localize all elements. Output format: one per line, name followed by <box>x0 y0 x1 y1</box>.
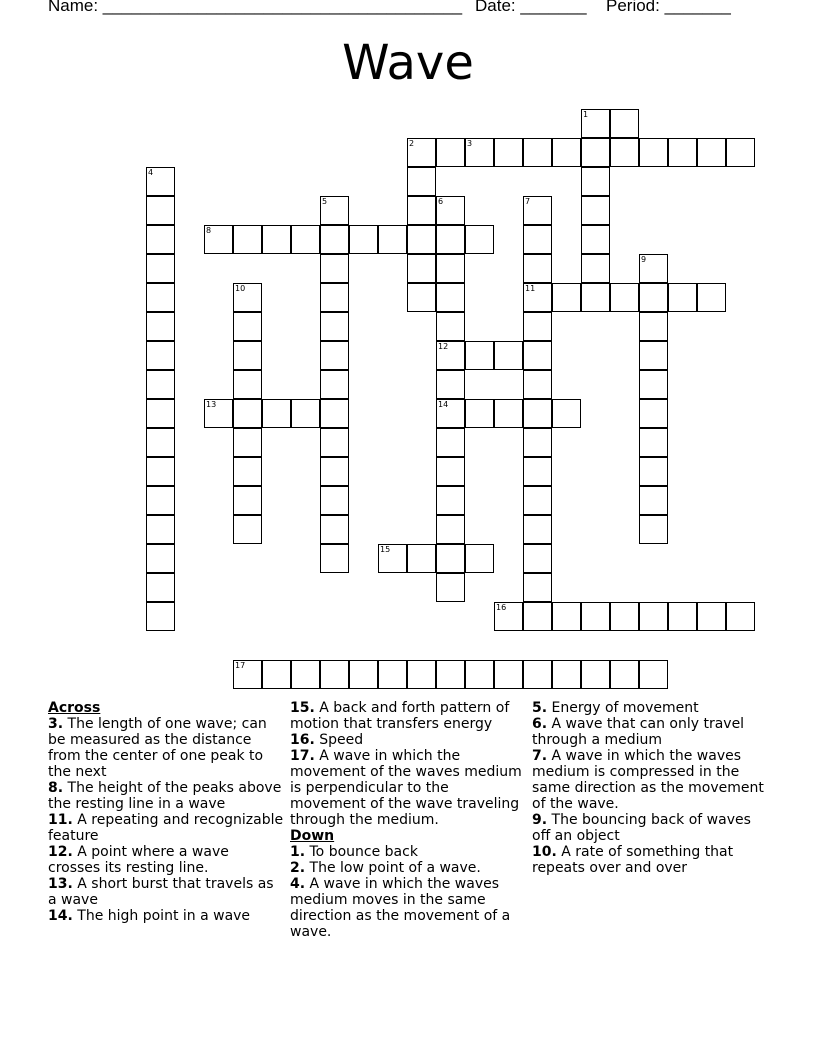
grid-cell[interactable] <box>320 486 349 515</box>
clue-item-text: The height of the peaks above the resting line in a wave <box>48 780 282 812</box>
clue-number-15: 15 <box>380 545 391 554</box>
grid-cell[interactable] <box>436 196 465 225</box>
clue-item <box>48 716 284 780</box>
clue-item-text: A back and forth pattern of motion that transfers energy <box>290 700 510 732</box>
grid-cell[interactable] <box>639 428 668 457</box>
grid-cell[interactable] <box>204 399 233 428</box>
clue-item <box>48 908 284 924</box>
clue-item-number: 7. <box>532 748 548 764</box>
clue-item <box>48 876 284 908</box>
grid-cell[interactable] <box>610 138 639 167</box>
grid-cell[interactable] <box>639 283 668 312</box>
grid-cell[interactable] <box>407 138 436 167</box>
grid-cell[interactable] <box>320 515 349 544</box>
grid-cell[interactable] <box>320 399 349 428</box>
grid-cell[interactable] <box>581 196 610 225</box>
grid-cell[interactable] <box>320 283 349 312</box>
grid-cell[interactable] <box>436 399 465 428</box>
clue-number-13: 13 <box>206 400 217 409</box>
grid-cell[interactable] <box>610 109 639 138</box>
clue-item <box>48 812 284 844</box>
grid-cell[interactable] <box>726 602 755 631</box>
clue-item <box>532 844 768 876</box>
grid-cell[interactable] <box>320 341 349 370</box>
name-field-label: Name: ______________________________________ <box>48 0 463 15</box>
grid-cell[interactable] <box>523 283 552 312</box>
grid-cell[interactable] <box>233 515 262 544</box>
grid-cell[interactable] <box>639 602 668 631</box>
clue-item-number: 9. <box>532 812 548 828</box>
grid-cell[interactable] <box>523 196 552 225</box>
grid-cell[interactable] <box>494 660 523 689</box>
grid-cell[interactable] <box>668 602 697 631</box>
grid-cell[interactable] <box>436 370 465 399</box>
grid-cell[interactable] <box>407 544 436 573</box>
clue-item <box>48 844 284 876</box>
clue-item-number: 3. <box>48 716 64 732</box>
grid-cell[interactable] <box>146 341 175 370</box>
grid-cell[interactable] <box>639 341 668 370</box>
grid-cell[interactable] <box>639 138 668 167</box>
grid-cell[interactable] <box>523 602 552 631</box>
grid-cell[interactable] <box>146 544 175 573</box>
clue-number-5: 5 <box>322 197 328 206</box>
grid-cell[interactable] <box>639 457 668 486</box>
grid-cell[interactable] <box>233 457 262 486</box>
grid-cell[interactable] <box>639 254 668 283</box>
grid-cell[interactable] <box>581 167 610 196</box>
grid-cell[interactable] <box>436 312 465 341</box>
grid-cell[interactable] <box>233 370 262 399</box>
clue-item-text: To bounce back <box>305 844 418 860</box>
clue-item-text: A wave in which the movement of the waves medium is perpendicular to the movement of the wave traveling through the medium. <box>290 748 522 828</box>
clue-item-text: The high point in a wave <box>72 908 251 924</box>
grid-cell[interactable] <box>523 138 552 167</box>
grid-cell[interactable] <box>204 225 233 254</box>
grid-cell[interactable] <box>146 283 175 312</box>
grid-cell[interactable] <box>523 428 552 457</box>
clue-number-9: 9 <box>641 255 647 264</box>
grid-cell[interactable] <box>378 660 407 689</box>
grid-cell[interactable] <box>320 370 349 399</box>
page-title: Wave <box>342 35 474 91</box>
clue-item-text: A short burst that travels as a wave <box>48 876 274 908</box>
grid-cell[interactable] <box>639 486 668 515</box>
grid-cell[interactable] <box>146 515 175 544</box>
grid-cell[interactable] <box>639 660 668 689</box>
grid-cell[interactable] <box>146 457 175 486</box>
clue-item <box>532 700 768 716</box>
grid-cell[interactable] <box>697 283 726 312</box>
grid-cell[interactable] <box>146 428 175 457</box>
clues-column-3 <box>532 700 768 876</box>
clue-item-text: A point where a wave crosses its resting line. <box>48 844 229 876</box>
grid-cell[interactable] <box>610 602 639 631</box>
grid-cell[interactable] <box>436 515 465 544</box>
grid-cell[interactable] <box>494 138 523 167</box>
clue-item-text: The bouncing back of waves off an object <box>532 812 751 844</box>
clues-column-1 <box>48 700 284 924</box>
grid-cell[interactable] <box>320 312 349 341</box>
grid-cell[interactable] <box>436 341 465 370</box>
grid-cell[interactable] <box>233 486 262 515</box>
clue-item-number: 8. <box>48 780 64 796</box>
grid-cell[interactable] <box>320 225 349 254</box>
clue-item-text: A repeating and recognizable feature <box>48 812 284 844</box>
period-field-label: Period: _______ <box>606 0 731 15</box>
grid-cell[interactable] <box>581 660 610 689</box>
grid-cell[interactable] <box>146 254 175 283</box>
grid-cell[interactable] <box>581 138 610 167</box>
clue-item <box>290 732 526 748</box>
grid-cell[interactable] <box>262 225 291 254</box>
grid-cell[interactable] <box>523 486 552 515</box>
grid-cell[interactable] <box>552 399 581 428</box>
across-heading: Across <box>48 700 101 716</box>
grid-cell[interactable] <box>523 515 552 544</box>
grid-cell[interactable] <box>552 602 581 631</box>
grid-cell[interactable] <box>639 515 668 544</box>
clue-item-number: 2. <box>290 860 306 876</box>
grid-cell[interactable] <box>262 660 291 689</box>
grid-cell[interactable] <box>407 660 436 689</box>
grid-cell[interactable] <box>378 225 407 254</box>
grid-cell[interactable] <box>465 225 494 254</box>
clue-item <box>290 876 526 940</box>
grid-cell[interactable] <box>610 660 639 689</box>
down-heading: Down <box>290 828 335 844</box>
grid-cell[interactable] <box>407 254 436 283</box>
clue-item-number: 6. <box>532 716 548 732</box>
grid-cell[interactable] <box>581 254 610 283</box>
grid-cell[interactable] <box>494 602 523 631</box>
grid-cell[interactable] <box>233 283 262 312</box>
clue-item-number: 4. <box>290 876 306 892</box>
clue-item-number: 1. <box>290 844 306 860</box>
clue-number-6: 6 <box>438 197 444 206</box>
grid-cell[interactable] <box>465 399 494 428</box>
grid-cell[interactable] <box>436 544 465 573</box>
grid-cell[interactable] <box>523 312 552 341</box>
grid-cell[interactable] <box>320 544 349 573</box>
grid-cell[interactable] <box>523 399 552 428</box>
grid-cell[interactable] <box>581 602 610 631</box>
grid-cell[interactable] <box>378 544 407 573</box>
clue-item <box>532 748 768 812</box>
grid-cell[interactable] <box>291 399 320 428</box>
grid-cell[interactable] <box>552 283 581 312</box>
grid-cell[interactable] <box>436 486 465 515</box>
grid-cell[interactable] <box>291 225 320 254</box>
grid-cell[interactable] <box>349 660 378 689</box>
grid-cell[interactable] <box>146 196 175 225</box>
clue-item-text: The low point of a wave. <box>305 860 481 876</box>
grid-cell[interactable] <box>523 457 552 486</box>
grid-cell[interactable] <box>436 428 465 457</box>
grid-cell[interactable] <box>320 457 349 486</box>
grid-cell[interactable] <box>436 457 465 486</box>
grid-cell[interactable] <box>523 660 552 689</box>
down-clue-list <box>290 844 526 940</box>
grid-cell[interactable] <box>407 225 436 254</box>
grid-cell[interactable] <box>320 196 349 225</box>
grid-cell[interactable] <box>610 283 639 312</box>
clue-item-text: A wave that can only travel through a medium <box>532 716 745 748</box>
grid-cell[interactable] <box>523 370 552 399</box>
grid-cell[interactable] <box>320 428 349 457</box>
clue-item-text: A rate of something that repeats over and over <box>532 844 734 876</box>
grid-cell[interactable] <box>697 138 726 167</box>
grid-cell[interactable] <box>233 399 262 428</box>
grid-cell[interactable] <box>436 138 465 167</box>
grid-cell[interactable] <box>639 370 668 399</box>
grid-cell[interactable] <box>552 138 581 167</box>
clues-column-2 <box>290 700 526 940</box>
clue-number-14: 14 <box>438 400 449 409</box>
clue-number-7: 7 <box>525 197 531 206</box>
clue-item <box>290 700 526 732</box>
clue-item <box>48 780 284 812</box>
grid-cell[interactable] <box>726 138 755 167</box>
across-clue-list-continued <box>290 700 526 828</box>
grid-cell[interactable] <box>523 225 552 254</box>
clue-item <box>290 860 526 876</box>
down-clue-list-continued <box>532 700 768 876</box>
clue-number-1: 1 <box>583 110 589 119</box>
grid-cell[interactable] <box>407 283 436 312</box>
grid-cell[interactable] <box>349 225 378 254</box>
clue-number-17: 17 <box>235 661 246 670</box>
grid-cell[interactable] <box>233 428 262 457</box>
clue-number-12: 12 <box>438 342 449 351</box>
grid-cell[interactable] <box>262 399 291 428</box>
grid-cell[interactable] <box>436 254 465 283</box>
grid-cell[interactable] <box>407 196 436 225</box>
clue-item-number: 10. <box>532 844 557 860</box>
clue-item-text: A wave in which the waves medium is compressed in the same direction as the movement of the wave. <box>532 748 764 812</box>
grid-cell[interactable] <box>233 341 262 370</box>
grid-cell[interactable] <box>436 573 465 602</box>
clue-number-10: 10 <box>235 284 246 293</box>
grid-cell[interactable] <box>320 254 349 283</box>
grid-cell[interactable] <box>465 544 494 573</box>
grid-cell[interactable] <box>465 341 494 370</box>
clue-item <box>532 716 768 748</box>
clue-item-text: Energy of movement <box>547 700 699 716</box>
grid-cell[interactable] <box>494 399 523 428</box>
grid-cell[interactable] <box>233 660 262 689</box>
grid-cell[interactable] <box>639 312 668 341</box>
clue-item-text: Speed <box>314 732 364 748</box>
clue-item <box>532 812 768 844</box>
grid-cell[interactable] <box>697 602 726 631</box>
grid-cell[interactable] <box>668 283 697 312</box>
across-clue-list <box>48 716 284 924</box>
grid-cell[interactable] <box>291 660 320 689</box>
clue-item <box>290 748 526 828</box>
grid-cell[interactable] <box>146 602 175 631</box>
clue-item-number: 14. <box>48 908 73 924</box>
grid-cell[interactable] <box>233 312 262 341</box>
grid-cell[interactable] <box>146 486 175 515</box>
clue-item-number: 13. <box>48 876 73 892</box>
grid-cell[interactable] <box>146 399 175 428</box>
clue-item-number: 12. <box>48 844 73 860</box>
grid-cell[interactable] <box>581 225 610 254</box>
grid-cell[interactable] <box>436 225 465 254</box>
grid-cell[interactable] <box>146 225 175 254</box>
grid-cell[interactable] <box>146 312 175 341</box>
grid-cell[interactable] <box>552 660 581 689</box>
clue-item-number: 11. <box>48 812 73 828</box>
clue-item-number: 15. <box>290 700 315 716</box>
grid-cell[interactable] <box>668 138 697 167</box>
grid-cell[interactable] <box>233 225 262 254</box>
grid-cell[interactable] <box>436 660 465 689</box>
clue-item-number: 5. <box>532 700 548 716</box>
grid-cell[interactable] <box>320 660 349 689</box>
grid-cell[interactable] <box>146 370 175 399</box>
grid-cell[interactable] <box>581 283 610 312</box>
clue-number-16: 16 <box>496 603 507 612</box>
clue-item-number: 17. <box>290 748 315 764</box>
clue-number-8: 8 <box>206 226 212 235</box>
grid-cell[interactable] <box>465 660 494 689</box>
grid-cell[interactable] <box>523 341 552 370</box>
clue-item-text: The length of one wave; can be measured as the distance from the center of one peak to the next <box>48 716 267 780</box>
clue-number-3: 3 <box>467 139 473 148</box>
clue-number-11: 11 <box>525 284 536 293</box>
grid-cell[interactable] <box>146 167 175 196</box>
grid-cell[interactable] <box>407 167 436 196</box>
date-field-label: Date: _______ <box>475 0 587 15</box>
clue-item-text: A wave in which the waves medium moves in the same direction as the movement of a wave. <box>290 876 511 940</box>
clue-number-4: 4 <box>148 168 154 177</box>
grid-cell[interactable] <box>436 283 465 312</box>
grid-cell[interactable] <box>639 399 668 428</box>
grid-cell[interactable] <box>581 109 610 138</box>
clue-item-number: 16. <box>290 732 315 748</box>
clue-item <box>290 844 526 860</box>
grid-cell[interactable] <box>146 573 175 602</box>
grid-cell[interactable] <box>523 544 552 573</box>
grid-cell[interactable] <box>494 341 523 370</box>
grid-cell[interactable] <box>523 254 552 283</box>
grid-cell[interactable] <box>465 138 494 167</box>
clue-number-2: 2 <box>409 139 415 148</box>
grid-cell[interactable] <box>523 573 552 602</box>
